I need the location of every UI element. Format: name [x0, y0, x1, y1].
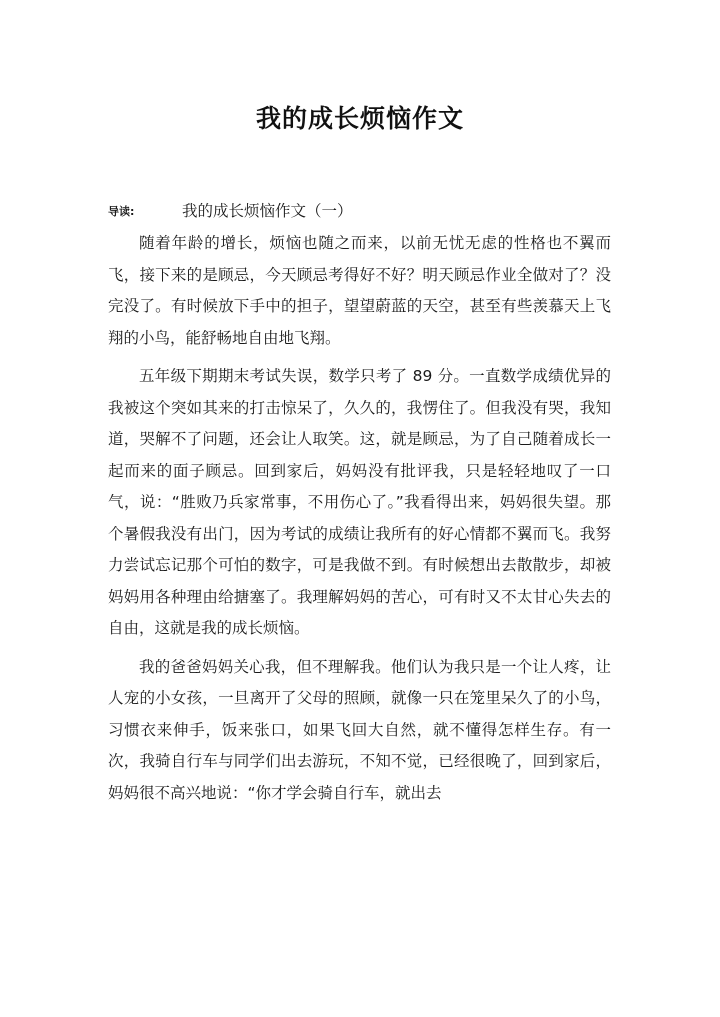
essay-body [108, 228, 611, 816]
paragraph-1: 随着年龄的增长，烦恼也随之而来，以前无忧无虑的性格也不翼而飞，接下来的是顾忌，今天顾忌考得好不好？明天顾忌作业全做对了？没完没了。有时候放下手中的担子，望望蔚蓝的天空，甚至有些羡慕天上飞翔的小鸟，能舒畅地自由地飞翔。 [108, 234, 611, 347]
document-title: 我的成长烦恼作文 [255, 104, 464, 133]
paragraph-2: 五年级下期期末考试失误，数学只考了 89 分。一直数学成绩优异的我被这个突如其来的打击惊呆了，久久的，我愣住了。但我没有哭，我知道，哭解不了问题，还会让人取笑。这，就是顾忌，为了自己随着成长一起而来的面子顾忌。回到家后，妈妈没有批评我，只是轻轻地叹了一口气，说：“胜败乃兵家常事，不用伤心了。”我看得出来，妈妈很失望。那个暑假我没有出门，因为考试的成绩让我所有的好心情都不翼而飞。我努力尝试忘记那个可怕的数字，可是我做不到。有时候想出去散散步，却被妈妈用各种理由给搪塞了。我理解妈妈的苦心，可有时又不太甘心失去的自由，这就是我的成长烦恼。 [108, 367, 611, 637]
paragraph-3: 我的爸爸妈妈关心我，但不理解我。他们认为我只是一个让人疼，让人宠的小女孩，一旦离开了父母的照顾，就像一只在笼里呆久了的小鸟，习惯衣来伸手，饭来张口，如果飞回大自然，就不懂得怎样生存。有一次，我骑自行车与同学们出去游玩，不知不觉，已经很晚了，回到家后，妈妈很不高兴地说：“你才学会骑自行车，就出去 [108, 657, 611, 802]
lead-line [108, 199, 628, 225]
lead-label: 导读: [108, 205, 135, 218]
lead-text: 我的成长烦恼作文（一） [182, 202, 353, 220]
